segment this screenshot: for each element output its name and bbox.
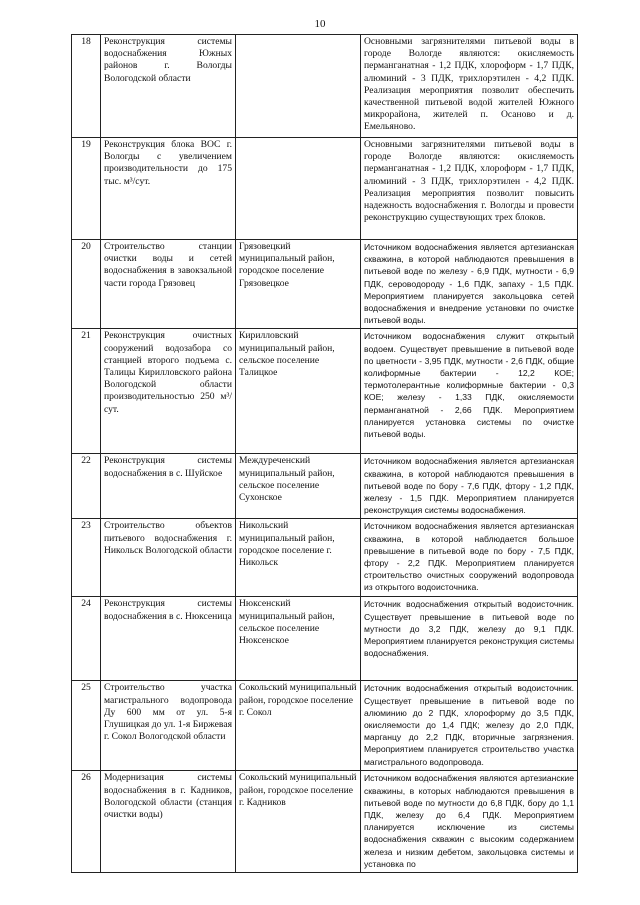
location-cell: Сокольский муниципальный район, городское поселение г. Сокол [236, 681, 361, 771]
description-cell: Источником водоснабжения является артезианская скважина, в которой наблюдается большое превышение в питьевой воде по бору - 7,5 ПДК, фтору - 2,2 ПДК. Мероприятием планируется строительство очистных сооружений водопровода из открытого водоисточника. [361, 519, 578, 597]
project-cell: Модернизация системы водоснабжения в г. Кадников, Вологодской области (станция очистки воды) [101, 771, 236, 873]
table-row [72, 597, 578, 681]
project-cell: Строительство участка магистрального водопровода Ду 600 мм от ул. 5-я Глушицкая до ул. 1-я Биржевая г. Сокол Вологодской области [101, 681, 236, 771]
page-number: 10 [314, 18, 326, 30]
table-row [72, 771, 578, 873]
location-cell: Междуреченский муниципальный район, сельское поселение Сухонское [236, 454, 361, 519]
description-cell: Источником водоснабжения является артезианская скважина, в которой наблюдаются превышения в питьевой воде по железу - 6,9 ПДК, мутности - 6,9 ПДК, сероводороду - 1,6 ПДК, запаху - 1,5 ПДК. Мероприятием планируется закольцовка сетей водоснабжения и внедрение установки по очистке питьевой воды. [361, 240, 578, 329]
table-row [72, 240, 578, 329]
table-row [72, 329, 578, 454]
description-cell: Источником водоснабжения является артезианская скважина, в которой наблюдаются превышения в питьевой воде по бору - 7,6 ПДК, фтору - 1,2 ПДК, железу - 1,5 ПДК. Мероприятием планируется реконструкция системы водоснабжения. [361, 454, 578, 519]
table-row [72, 138, 578, 240]
table-row [72, 35, 578, 138]
project-cell: Реконструкция системы водоснабжения в с. Нюксеница [101, 597, 236, 681]
row-number: 23 [72, 519, 101, 597]
location-cell [236, 138, 361, 240]
row-number: 19 [72, 138, 101, 240]
project-cell: Реконструкция системы водоснабжения Южных районов г. Вологды Вологодской области [101, 35, 236, 138]
location-cell: Грязовецкий муниципальный район, городское поселение Грязовецкое [236, 240, 361, 329]
projects-table [71, 34, 578, 873]
location-cell: Кирилловский муниципальный район, сельское поселение Талицкое [236, 329, 361, 454]
project-cell: Реконструкция блока ВОС г. Вологды с увеличением производительности до 175 тыс. м³/сут. [101, 138, 236, 240]
project-cell: Реконструкция очистных сооружений водозабора со станцией второго подъема с. Талицы Кирилловского района Вологодской области производительностью 250 м³/сут. [101, 329, 236, 454]
description-cell: Основными загрязнителями питьевой воды в городе Вологде являются: окисляемость перманганатная - 1,2 ПДК, хлороформ - 1,7 ПДК, алюминий - 3 ПДК, трихлорэтилен - 4,2 ПДК. Реализация мероприятия позволит повысить надежность водоснабжения г. Вологды и провести реконструкцию существующих трех блоков. [361, 138, 578, 240]
project-cell: Реконструкция системы водоснабжения в с. Шуйское [101, 454, 236, 519]
row-number: 26 [72, 771, 101, 873]
project-cell: Строительство объектов питьевого водоснабжения г. Никольск Вологодской области [101, 519, 236, 597]
description-cell: Источник водоснабжения открытый водоисточник. Существует превышение в питьевой воде по мутности до 3,2 ПДК, железу до 9,1 ПДК. Мероприятием планируется реконструкция системы водоснабжения. [361, 597, 578, 681]
table-row [72, 454, 578, 519]
description-cell: Основными загрязнителями питьевой воды в городе Вологде являются: окисляемость перманганатная - 1,2 ПДК, хлороформ - 1,7 ПДК, алюминий - 3 ПДК, трихлорэтилен - 4,2 ПДК. Реализация мероприятия позволит обеспечить качественной питьевой водой жителей Южного микрорайона, жителей п. Осаново и д. Емельяново. [361, 35, 578, 138]
row-number: 21 [72, 329, 101, 454]
row-number: 18 [72, 35, 101, 138]
location-cell: Никольский муниципальный район, городское поселение г. Никольск [236, 519, 361, 597]
location-cell: Сокольский муниципальный район, городское поселение г. Кадников [236, 771, 361, 873]
project-cell: Строительство станции очистки воды и сетей водоснабжения в завокзальной части города Грязовец [101, 240, 236, 329]
location-cell [236, 35, 361, 138]
description-cell: Источник водоснабжения открытый водоисточник. Существует превышение в питьевой воде по алюминию до 2 ПДК, хлороформу до 3,5 ПДК, окисляемости до 1,4 ПДК; железу до 2,0 ПДК, марганцу до 2,2 ПДК, вторичные загрязнения. Мероприятием планируется строительство участка магистрального водопровода. [361, 681, 578, 771]
table-row [72, 681, 578, 771]
row-number: 24 [72, 597, 101, 681]
description-cell: Источником водоснабжения являются артезианские скважины, в которых наблюдаются превышения в питьевой воде по мутности до 6,8 ПДК, бору до 1,1 ПДК, железу до 6,4 ПДК. Мероприятием планируется исключение из системы водоснабжения скважин с высоким содержанием железа и низким дебетом, закольцовка системы и установка по [361, 771, 578, 873]
location-cell: Нюксенский муниципальный район, сельское поселение Нюксенское [236, 597, 361, 681]
row-number: 22 [72, 454, 101, 519]
table-row [72, 519, 578, 597]
row-number: 20 [72, 240, 101, 329]
row-number: 25 [72, 681, 101, 771]
description-cell: Источником водоснабжения служит открытый водоем. Существует превышение в питьевой воде по цветности - 3,95 ПДК, мутности - 2,6 ПДК, общие колиформные бактерии - 12,2 КОЕ; термотолерантные колиформные бактерии - 0,3 КОЕ; железу - 1,33 ПДК, окисляемости перманганатной - 2,66 ПДК. Мероприятием планируется установка системы по очистке питьевой воды. [361, 329, 578, 454]
